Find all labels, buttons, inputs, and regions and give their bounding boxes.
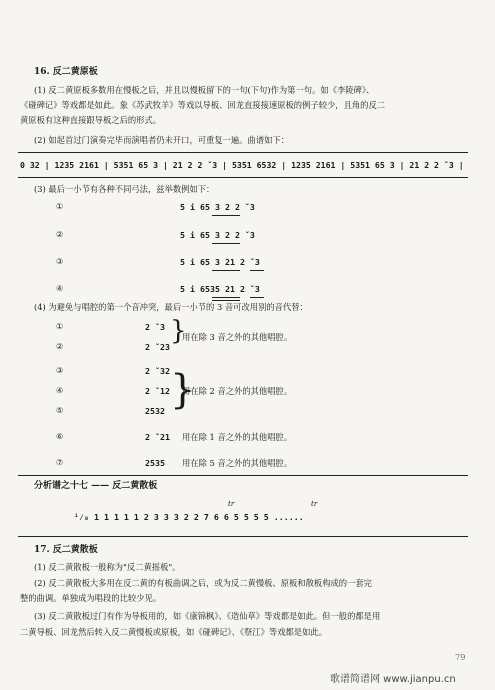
ex3-num-3: ③ (56, 257, 64, 266)
ex4-num-6: ⑥ (56, 432, 64, 441)
ex4-notes-6: 2 ˇ21 (145, 432, 170, 442)
sec16-p3: (3) 最后一小节有各种不同弓法，兹举数例如下： (34, 184, 215, 194)
sec17-p1: (1) 反二黄散板一般称为"反二黄摇板"。 (34, 562, 181, 572)
ex4-num-1: ① (56, 322, 64, 331)
ex3-underline (212, 297, 240, 298)
ex4-notes-5: 2532 (145, 406, 165, 416)
ex3-underline (212, 215, 240, 216)
note-d: 用在除 5 音之外的其他唱腔。 (182, 458, 293, 468)
brace-b: } (170, 367, 196, 413)
sec17-p3-line2: 二黄导板、回龙然后转入反二黄慢板或原板，如《碰碑记》、《祭江》等戏都是如此。 (20, 627, 327, 637)
analysis-rule-top (18, 475, 468, 476)
ex4-notes-2: 2 ˇ23 (145, 342, 170, 352)
ex3-notes-3: 5 i 65 3 21 2 ˇ3 (180, 257, 260, 267)
ex3-underline (212, 243, 240, 244)
page-number: 79 (455, 652, 466, 662)
watermark: 歌谱简谱网 www.jianpu.cn (330, 674, 456, 685)
analysis-rule-bottom (18, 536, 468, 537)
score-rule-bottom (18, 177, 468, 178)
ex3-num-1: ① (56, 202, 64, 211)
sec16-p1-line1: (1) 反二黄原板多数用在慢板之后，并且以慢板留下的一句(下句)作为第一句。如《李陵碑》、 (34, 85, 375, 95)
ex4-notes-4: 2 ˇ12 (145, 386, 170, 396)
note-a: 用在除 3 音之外的其他唱腔。 (182, 332, 293, 342)
ex4-num-3: ③ (56, 366, 64, 375)
sec17-p2-line1: (2) 反二黄散板大多用在反二黄的有板曲调之后，或为反二黄慢板、原板和散板构成的一套完 (34, 578, 372, 588)
score-rule-top (18, 152, 468, 153)
ex3-num-4: ④ (56, 284, 64, 293)
ex4-notes-3: 2 ˇ32 (145, 366, 170, 376)
note-b: 用在除 2 音之外的其他唱腔。 (182, 386, 293, 396)
sec16-p1-line2: 《碰碑记》等戏都是如此。象《苏武牧羊》等戏以导板、回龙直接接速原板的例子较少，且角的反二 (20, 100, 386, 110)
score-line: 0 32 | 1235 2161 | 5351 65 3 | 21 2 2 ˇ3 | 5351 6532 | 1235 2161 | 5351 65 3 | 21 2 2 ˇ3 | (20, 160, 464, 170)
ex4-num-7: ⑦ (56, 458, 64, 467)
note-c: 用在除 1 音之外的其他唱腔。 (182, 432, 293, 442)
sec16-p2: (2) 如起首过门演奏完毕而演唱者仍未开口，可重复一遍。曲谱如下： (34, 135, 290, 145)
ex3-notes-2: 5 i 65 3 2 2 ˇ3 (180, 230, 255, 240)
ex3-underline (212, 300, 240, 301)
ex3-notes-1: 5 i 65 3 2 2 ˇ3 (180, 202, 255, 212)
analysis-notes: ⁱ⁄₈ 1 1 1 1 1 2 3 3 3 2 2 7 6 6 5 5 5 5 ...... (74, 512, 304, 522)
ex4-notes-7: 2535 (145, 458, 165, 468)
trill-mark-1: tr (228, 500, 235, 508)
section-17-title: 17. 反二黄散板 (34, 545, 98, 555)
ex3-underline (250, 270, 264, 271)
trill-mark-2: tr (311, 500, 318, 508)
ex4-num-4: ④ (56, 386, 64, 395)
sec16-p4: (4) 为避免与唱腔的第一个音冲突，最后一小节的 3 音可改用别的音代替： (34, 302, 308, 312)
analysis-title: 分析谱之十七 —— 反二黄散板 (34, 481, 158, 491)
brace-a: } (170, 316, 187, 346)
sec17-p2-line2: 整的曲调。单独成为唱段的比较少见。 (20, 593, 162, 603)
sec16-p1-line3: 黄原板有这种直接跟导板之后的形式。 (20, 115, 162, 125)
ex3-underline (212, 270, 240, 271)
ex3-underline (250, 297, 264, 298)
ex3-notes-4: 5 i 6535 21 2 ˇ3 (180, 284, 260, 294)
ex4-num-2: ② (56, 342, 64, 351)
sec17-p3-line1: (3) 反二黄散板过门有作为导板用的，如《康锦枫》、《造仙草》等戏都是如此。但一般的都是用 (34, 611, 381, 621)
section-16-title: 16. 反二黄原板 (34, 67, 98, 77)
ex4-notes-1: 2 ˇ3 (145, 322, 165, 332)
ex4-num-5: ⑤ (56, 406, 64, 415)
ex3-num-2: ② (56, 230, 64, 239)
